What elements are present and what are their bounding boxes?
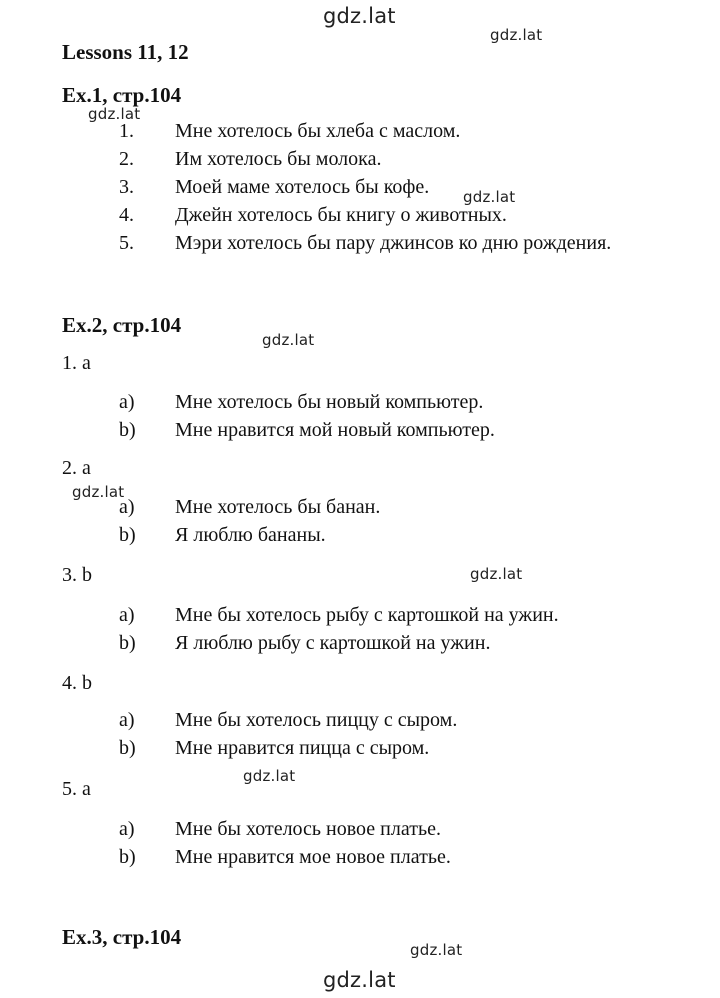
- ex2-answer: 2. a: [62, 457, 91, 479]
- ex1-item-text: Мэри хотелось бы пару джинсов ко дню рождения.: [175, 232, 612, 254]
- ex1-heading: Ex.1, стр.104: [62, 83, 182, 107]
- ex3-heading: Ex.3, стр.104: [62, 925, 182, 949]
- watermark: gdz.lat: [262, 331, 315, 349]
- watermark: gdz.lat: [410, 941, 463, 959]
- ex1-item-number: 2.: [119, 148, 134, 170]
- ex2-option-text: Мне хотелось бы новый компьютер.: [175, 391, 484, 413]
- watermark: gdz.lat: [463, 188, 516, 206]
- ex2-option-text: Мне бы хотелось пиццу с сыром.: [175, 709, 458, 731]
- ex2-option-label: b): [119, 632, 136, 654]
- ex2-option-label: b): [119, 524, 136, 546]
- ex2-heading: Ex.2, стр.104: [62, 313, 182, 337]
- ex2-option-text: Я люблю бананы.: [175, 524, 326, 546]
- ex2-option-text: Я люблю рыбу с картошкой на ужин.: [175, 632, 491, 654]
- ex2-option-label: b): [119, 737, 136, 759]
- ex2-answer: 5. a: [62, 778, 91, 800]
- ex2-option-label: a): [119, 818, 135, 840]
- watermark: gdz.lat: [490, 26, 543, 44]
- ex2-answer: 4. b: [62, 672, 92, 694]
- ex2-answer: 1. a: [62, 352, 91, 374]
- watermark-top: gdz.lat: [323, 4, 396, 28]
- ex2-option-text: Мне бы хотелось новое платье.: [175, 818, 441, 840]
- ex2-option-label: a): [119, 709, 135, 731]
- ex2-option-text: Мне нравится мое новое платье.: [175, 846, 451, 868]
- ex1-item-number: 5.: [119, 232, 134, 254]
- lessons-title: Lessons 11, 12: [62, 40, 189, 64]
- ex2-option-text: Мне нравится пицца с сыром.: [175, 737, 430, 759]
- watermark: gdz.lat: [243, 767, 296, 785]
- ex1-item-text: Им хотелось бы молока.: [175, 148, 382, 170]
- ex1-item-number: 3.: [119, 176, 134, 198]
- watermark: gdz.lat: [470, 565, 523, 583]
- ex1-item-text: Мне хотелось бы хлеба с маслом.: [175, 120, 461, 142]
- ex2-option-text: Мне хотелось бы банан.: [175, 496, 381, 518]
- watermark-bottom: gdz.lat: [323, 968, 396, 992]
- ex1-item-number: 1.: [119, 120, 134, 142]
- ex2-option-text: Мне бы хотелось рыбу с картошкой на ужин.: [175, 604, 559, 626]
- ex1-item-text: Джейн хотелось бы книгу о животных.: [175, 204, 507, 226]
- ex2-option-label: a): [119, 391, 135, 413]
- watermark: gdz.lat: [88, 105, 141, 123]
- ex2-option-label: a): [119, 604, 135, 626]
- ex2-option-text: Мне нравится мой новый компьютер.: [175, 419, 495, 441]
- ex2-option-label: b): [119, 846, 136, 868]
- ex2-answer: 3. b: [62, 564, 92, 586]
- ex1-item-text: Моей маме хотелось бы кофе.: [175, 176, 430, 198]
- ex2-option-label: b): [119, 419, 136, 441]
- ex2-option-label: a): [119, 496, 135, 518]
- watermark: gdz.lat: [72, 483, 125, 501]
- ex1-item-number: 4.: [119, 204, 134, 226]
